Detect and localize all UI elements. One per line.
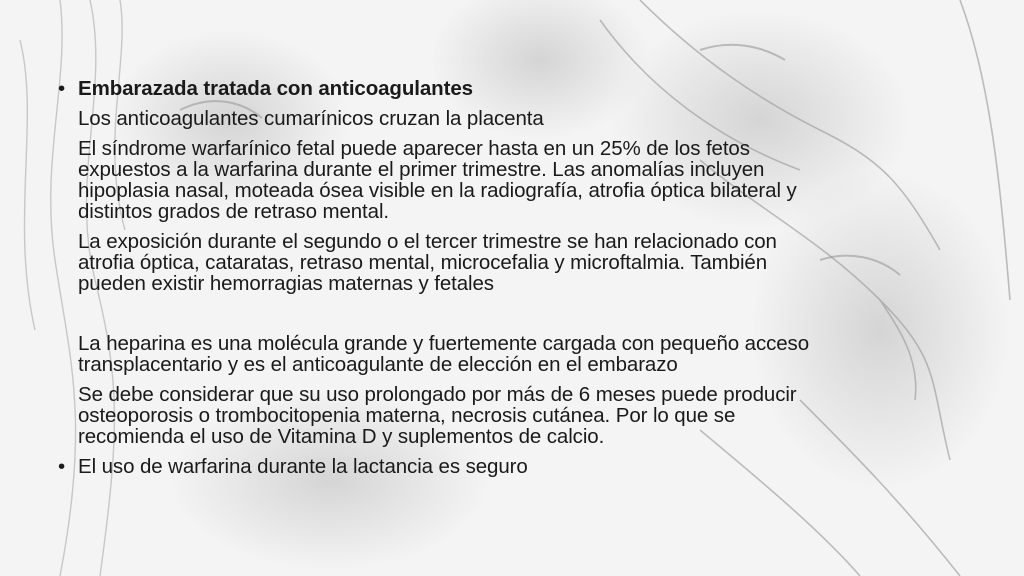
- text-line: atrofia óptica, cataratas, retraso mental, microcefalia y microftalmia. También: [78, 251, 768, 274]
- text-line: transplacentario y es el anticoagulante de elección en el embarazo: [78, 353, 678, 376]
- text-line: osteoporosis o trombocitopenia materna, necrosis cutánea. Por lo que se: [78, 404, 736, 427]
- paragraph-5: [78, 384, 978, 447]
- text-line: Los anticoagulantes cumarínicos cruzan la placenta: [78, 107, 544, 130]
- text-line: La exposición durante el segundo o el tercer trimestre se han relacionado con: [78, 230, 777, 253]
- text-line: El síndrome warfarínico fetal puede aparecer hasta en un 25% de los fetos: [78, 137, 750, 160]
- bullet-icon: •: [58, 77, 66, 100]
- text-line: distintos grados de retraso mental.: [78, 200, 389, 223]
- bullet-icon: •: [58, 455, 66, 478]
- heading-row: [58, 78, 978, 99]
- final-bullet-text: El uso de warfarina durante la lactancia es seguro: [78, 455, 528, 478]
- final-bullet-row: [58, 456, 978, 477]
- text-line: La heparina es una molécula grande y fuertemente cargada con pequeño acceso: [78, 332, 810, 355]
- text-line: expuestos a la warfarina durante el primer trimestre. Las anomalías incluyen: [78, 158, 765, 181]
- text-line: Se debe considerar que su uso prolongado por más de 6 meses puede producir: [78, 383, 797, 406]
- paragraph-3: [78, 231, 978, 294]
- paragraph-4: [78, 333, 978, 375]
- paragraph-2: [78, 138, 978, 222]
- slide-heading: Embarazada tratada con anticoagulantes: [78, 77, 473, 100]
- text-line: pueden existir hemorragias maternas y fetales: [78, 272, 494, 295]
- text-line: hipoplasia nasal, moteada ósea visible en la radiografía, atrofia óptica bilateral y: [78, 179, 797, 202]
- spacer: [78, 303, 978, 333]
- paragraph-1: [78, 108, 978, 129]
- text-line: recomienda el uso de Vitamina D y suplementos de calcio.: [78, 425, 605, 448]
- slide-body: [58, 77, 978, 478]
